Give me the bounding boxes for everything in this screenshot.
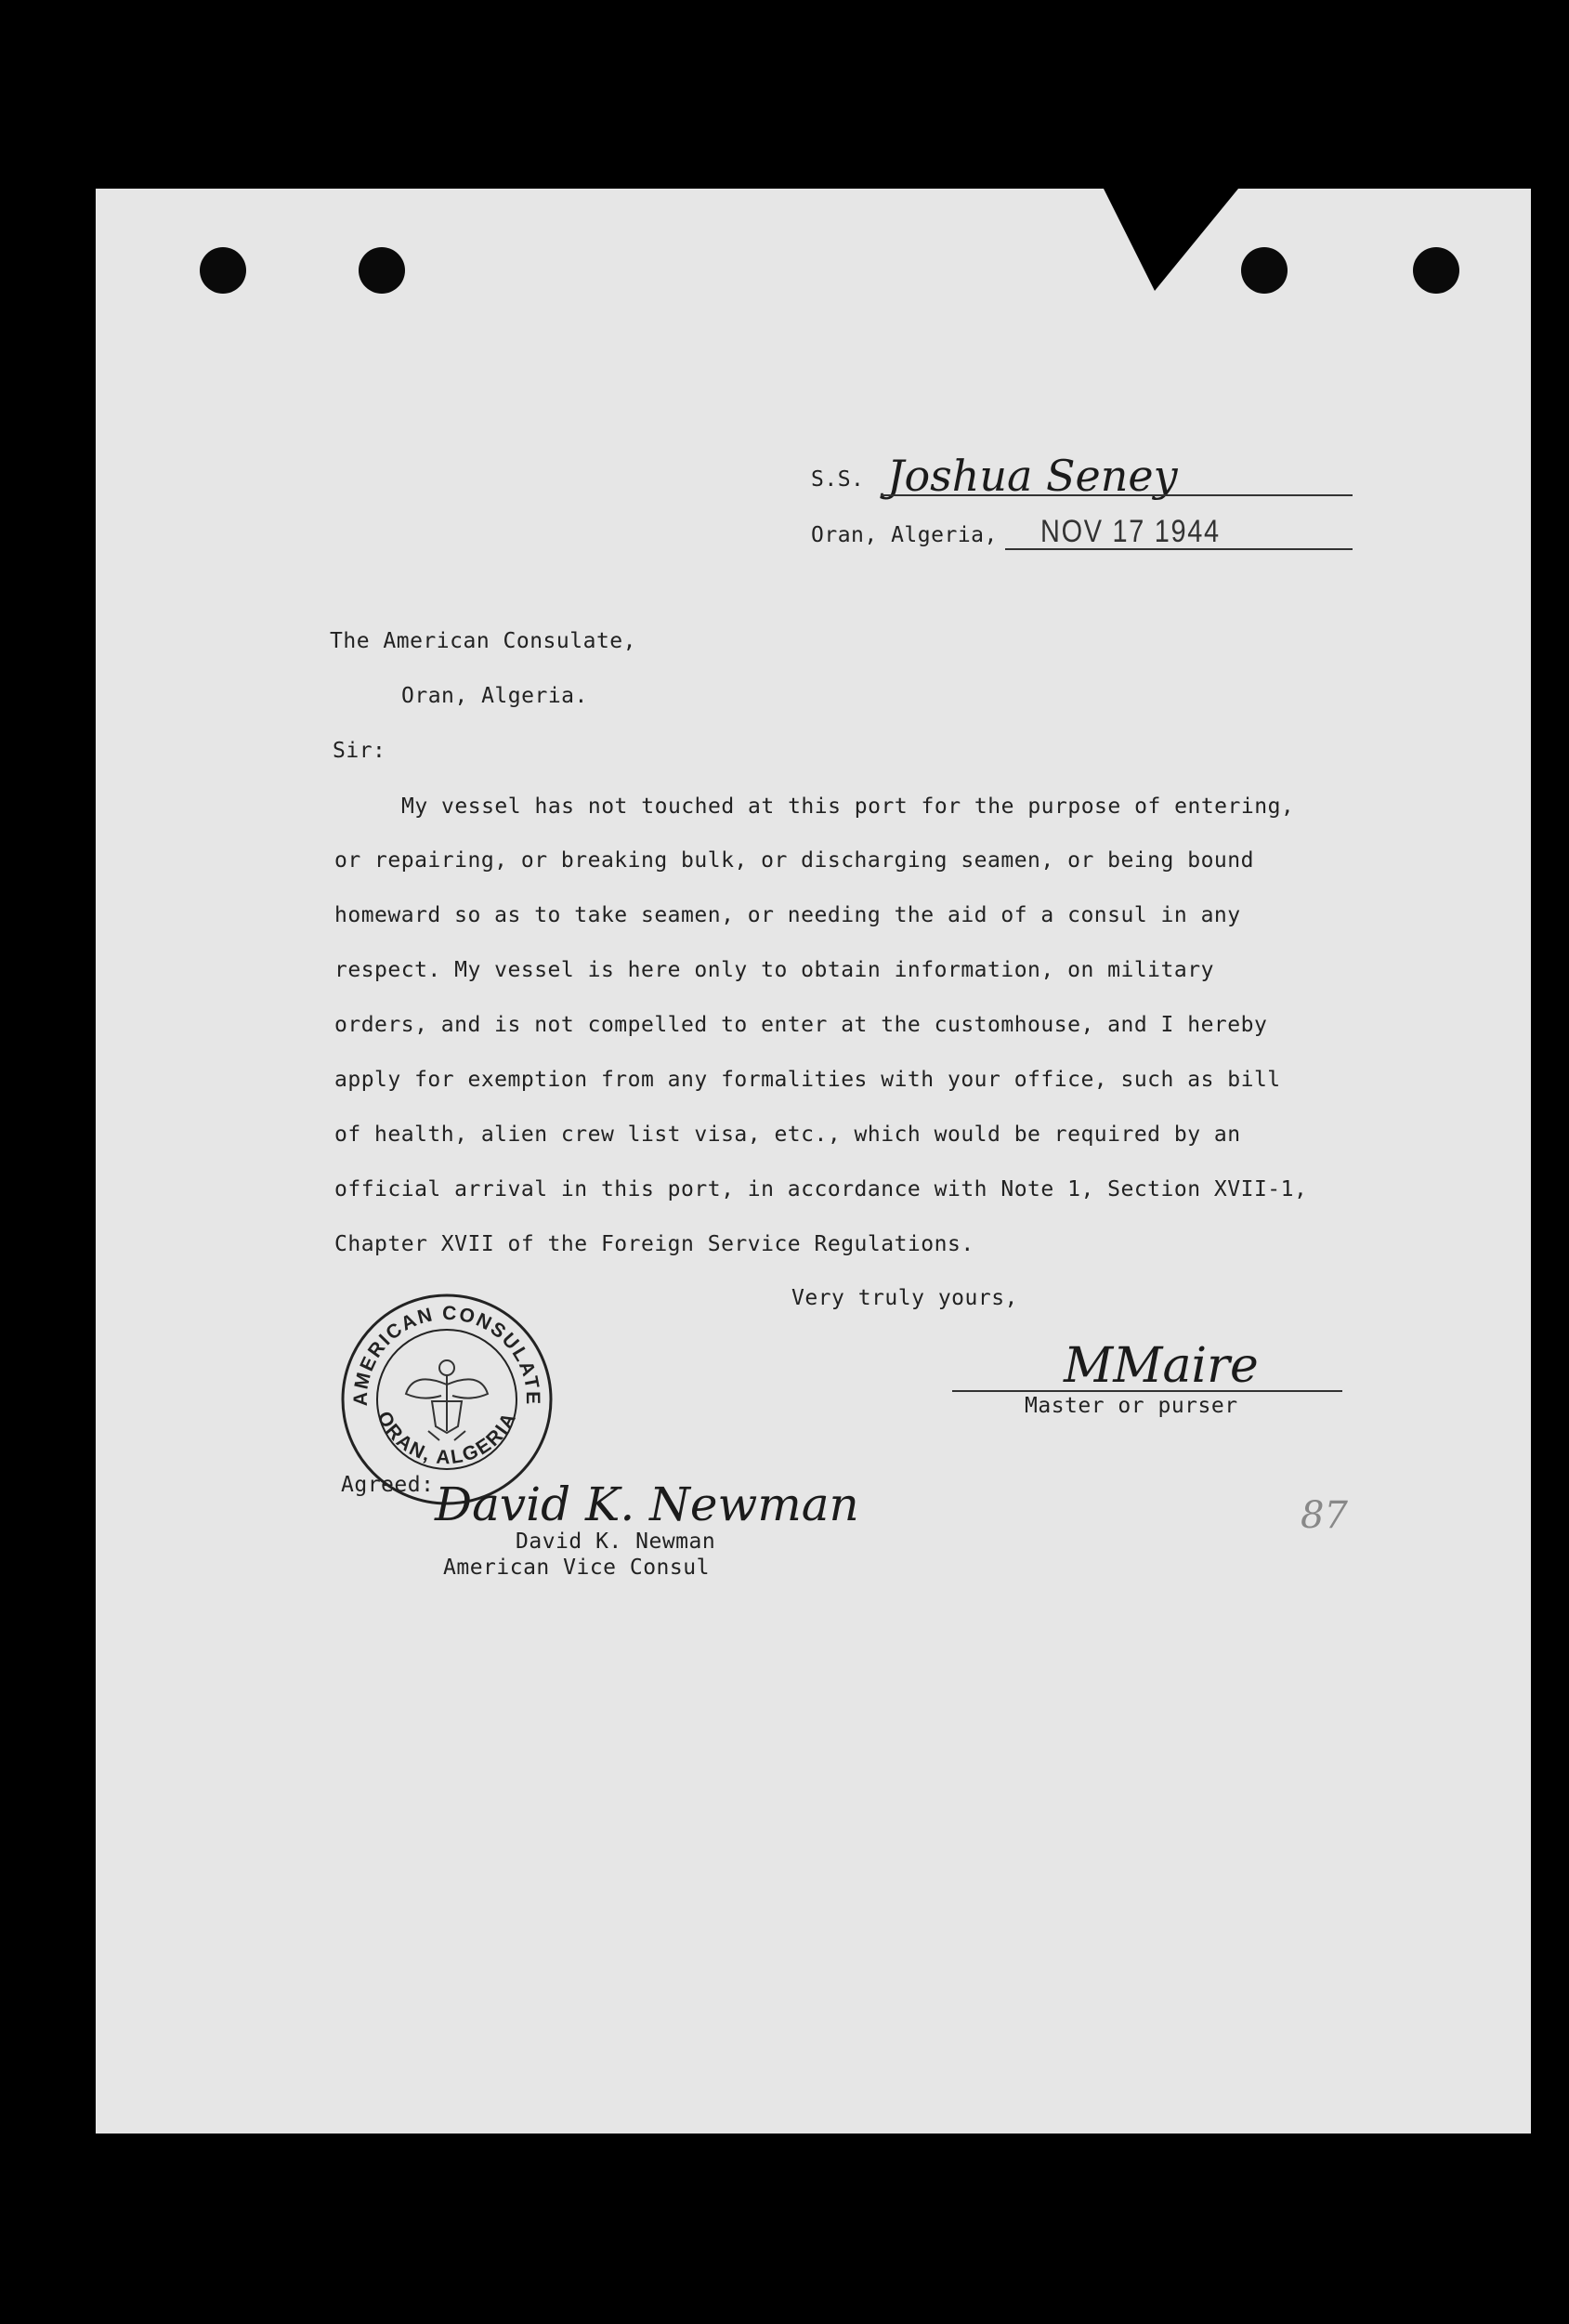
consul-title: American Vice Consul xyxy=(443,1556,710,1580)
seal-top-text: AMERICAN CONSULATE xyxy=(349,1302,544,1407)
body-line: respect. My vessel is here only to obtain information, on military xyxy=(334,958,1214,982)
body-line: of health, alien crew list visa, etc., which would be required by an xyxy=(334,1123,1241,1147)
eagle-emblem-icon xyxy=(406,1360,488,1440)
body-line: or repairing, or breaking bulk, or discharging seamen, or being bound xyxy=(334,848,1254,873)
ss-label: S.S. xyxy=(811,467,865,492)
address-line-1: The American Consulate, xyxy=(330,629,636,653)
place-label: Oran, Algeria, xyxy=(811,523,998,547)
ship-name-handwritten: Joshua Seney xyxy=(887,451,1178,501)
salutation: Sir: xyxy=(333,739,386,763)
master-signature-rule xyxy=(952,1390,1342,1392)
consul-signature: David K. Newman xyxy=(435,1477,859,1531)
body-line: orders, and is not compelled to enter at the customhouse, and I hereby xyxy=(334,1013,1268,1037)
ship-name-rule xyxy=(881,494,1353,496)
date-rule xyxy=(1005,548,1353,550)
consul-name: David K. Newman xyxy=(516,1530,716,1554)
master-label: Master or purser xyxy=(1025,1394,1238,1418)
punch-hole xyxy=(359,247,405,294)
punch-hole xyxy=(1413,247,1459,294)
body-line: homeward so as to take seamen, or needing the aid of a consul in any xyxy=(334,903,1241,927)
punch-hole xyxy=(200,247,246,294)
body-line: official arrival in this port, in accordance with Note 1, Section XVII-1, xyxy=(334,1177,1308,1201)
agreed-label: Agreed: xyxy=(341,1473,435,1497)
master-signature: MMaire xyxy=(1064,1338,1259,1394)
punch-hole xyxy=(1241,247,1288,294)
body-line: apply for exemption from any formalities with your office, such as bill xyxy=(334,1068,1281,1092)
address-line-2: Oran, Algeria. xyxy=(401,684,588,708)
closing: Very truly yours, xyxy=(791,1286,1018,1310)
seal-bottom-text: ORAN, ALGERIA xyxy=(373,1408,521,1469)
body-line: My vessel has not touched at this port for the purpose of entering, xyxy=(401,794,1295,819)
body-line: Chapter XVII of the Foreign Service Regulations. xyxy=(334,1232,974,1256)
date-stamp: NOV 17 1944 xyxy=(1040,514,1221,549)
page-number: 87 xyxy=(1301,1494,1348,1537)
